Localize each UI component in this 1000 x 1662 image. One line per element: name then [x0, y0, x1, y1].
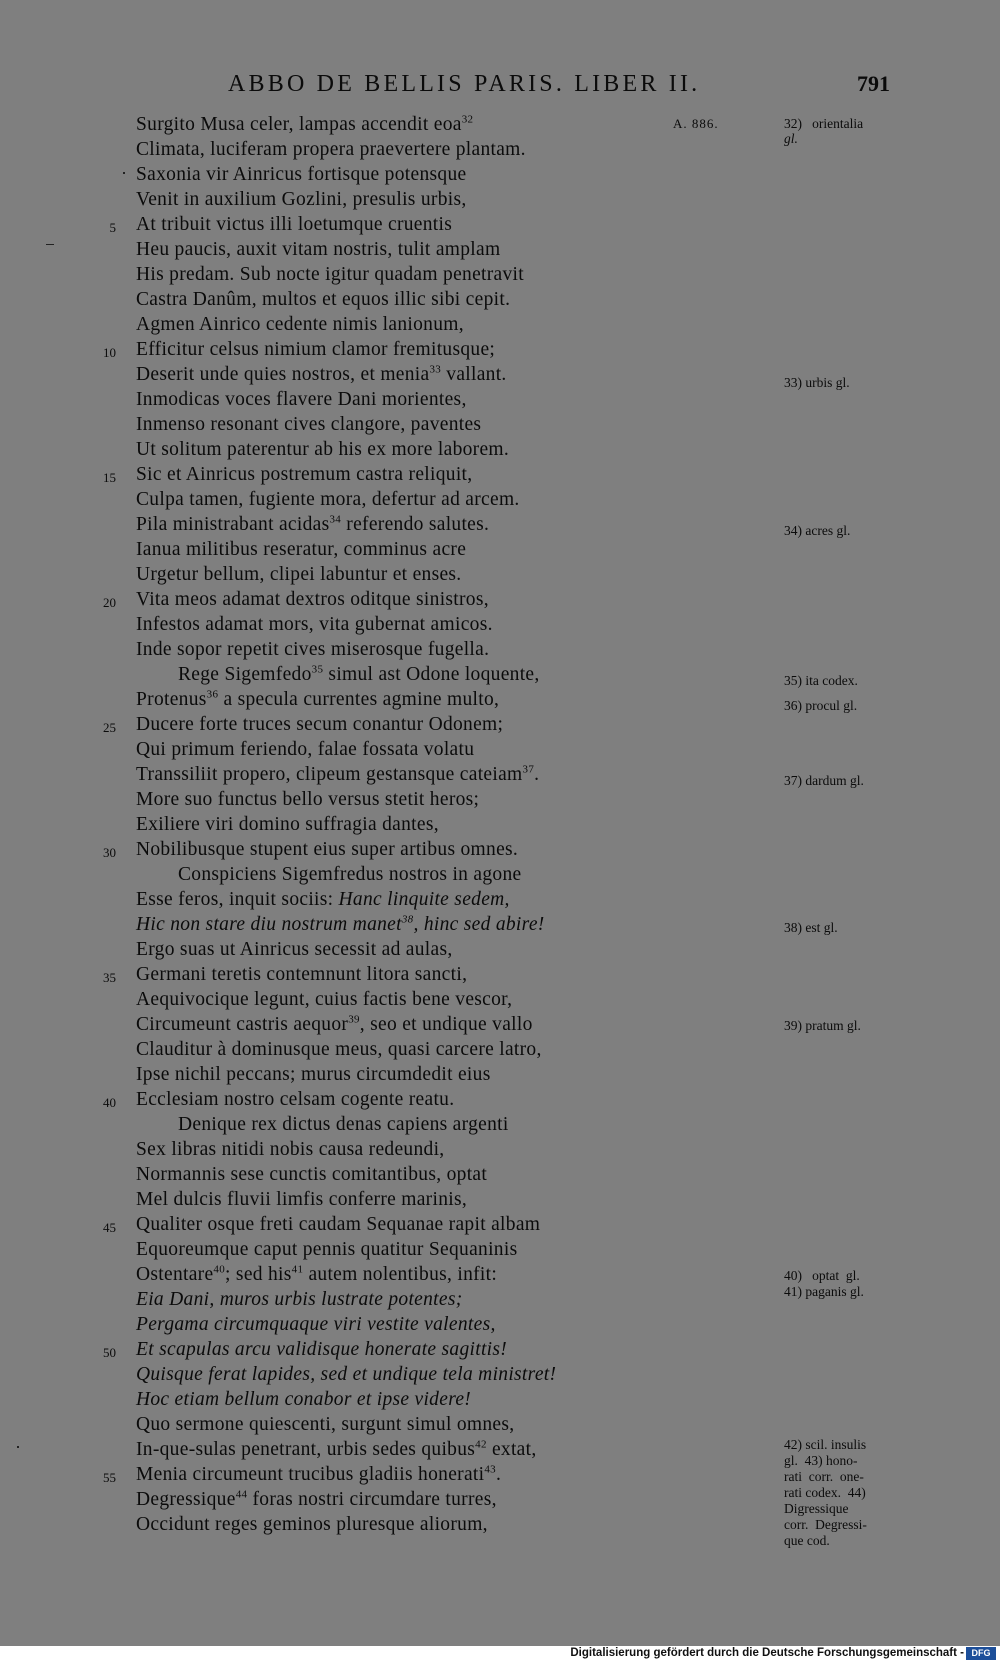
verse-line — [0, 989, 1000, 1014]
verse-text-main: Aequivocique legunt, cuius factis bene vescor, — [136, 989, 513, 1010]
verse-text — [136, 1389, 471, 1411]
scan-speck — [123, 172, 125, 174]
verse-text-main: Transsiliit propero, clipeum gestansque cateiam — [136, 764, 523, 785]
verse-text-main: Protenus — [136, 689, 207, 710]
verse-text-main: Sex libras nitidi nobis causa redeundi, — [136, 1139, 445, 1160]
verse-line — [0, 789, 1000, 814]
verse-line — [0, 564, 1000, 589]
footnote-42-line5: Digressique — [784, 1501, 849, 1516]
verse-line — [0, 1364, 1000, 1389]
verse-line — [0, 1239, 1000, 1264]
verse-text — [136, 964, 467, 986]
footnote-ref: 35 — [311, 663, 324, 676]
verse-text-main: Ostentare — [136, 1264, 214, 1285]
footnote-37: 37) dardum gl. — [784, 773, 864, 788]
verse-text — [136, 539, 466, 561]
verse-text-main: At tribuit victus illi loetumque cruentis — [136, 214, 453, 235]
verse-text-main: Qui primum feriendo, falae fossata volatu — [136, 739, 475, 760]
verse-line — [0, 839, 1000, 864]
verse-text-main: In-que-sulas penetrant, urbis sedes quibus — [136, 1439, 476, 1460]
verse-line — [0, 964, 1000, 989]
verse-text — [136, 489, 520, 511]
footnote-ref: 37 — [522, 763, 535, 776]
line-number: 20 — [103, 595, 116, 610]
verse-line — [0, 264, 1000, 289]
verse-text-main: Esse feros, inquit sociis: — [136, 889, 339, 910]
verse-text — [136, 939, 453, 961]
verse-text — [136, 364, 507, 386]
verse-italic-tail: Hanc linquite sedem, — [338, 889, 510, 910]
footnote-ref: 42 — [475, 1438, 487, 1451]
verse-text-main: Exiliere viri domino suffragia dantes, — [136, 814, 439, 835]
verse-text-main: Et scapulas arcu validisque honerate sagittis! — [136, 1339, 508, 1360]
verse-text-main: Agmen Ainrico cedente nimis lanionum, — [136, 314, 464, 335]
verse-text-after: referendo salutes. — [341, 514, 490, 535]
verse-text-main: Ipse nichil peccans; murus circumdedit eius — [136, 1064, 491, 1085]
verse-text — [136, 239, 500, 261]
verse-text-main: Germani teretis contemnunt litora sancti, — [136, 964, 468, 985]
verse-text-after: extat, — [486, 1439, 537, 1460]
footnote-ref: 32 — [461, 113, 474, 126]
verse-text-main: Culpa tamen, fugiente mora, defertur ad arcem. — [136, 489, 520, 510]
verse-line — [0, 214, 1000, 239]
footer-bar — [0, 1646, 1000, 1662]
verse-text-main: His predam. Sub nocte igitur quadam penetravit — [136, 264, 524, 285]
page-number: 791 — [857, 71, 890, 96]
verse-text — [178, 664, 540, 686]
verse-text — [136, 464, 472, 486]
verse-text-main: Qualiter osque freti caudam Sequanae rapit albam — [136, 1214, 541, 1235]
footnote-ref: 36 — [206, 688, 219, 701]
verse-text — [136, 1039, 542, 1061]
verse-text — [136, 589, 489, 611]
footnote-33: 33) urbis gl. — [784, 375, 850, 390]
verse-text-after: foras nostri circumdare turres, — [247, 1489, 497, 1510]
verse-text — [136, 1514, 488, 1536]
verse-text — [136, 439, 509, 461]
verse-text-main: Inde sopor repetit cives miserosque fugella. — [136, 639, 490, 660]
verse-line — [0, 339, 1000, 364]
verse-text-main: Denique rex dictus denas capiens argenti — [178, 1114, 509, 1135]
verse-text-main: Quo sermone quiescenti, surgunt simul omnes, — [136, 1414, 515, 1435]
verse-text — [136, 389, 467, 411]
verse-text — [136, 1264, 497, 1286]
verse-text-main: Deserit unde quies nostros, et menia — [136, 364, 430, 385]
verse-text-main: Vita meos adamat dextros oditque sinistros, — [136, 589, 489, 610]
verse-text — [136, 1089, 454, 1111]
verse-text — [136, 314, 464, 336]
verse-line — [0, 864, 1000, 889]
verse-text-main: Eia Dani, muros urbis lustrate potentes; — [136, 1289, 463, 1310]
verse-text-after: vallant. — [441, 364, 507, 385]
verse-text — [136, 514, 489, 536]
footnote-42-line2: gl. 43) hono- — [784, 1453, 858, 1468]
verse-text — [136, 614, 493, 636]
verse-text-main: Infestos adamat mors, vita gubernat amicos. — [136, 614, 493, 635]
verse-line — [0, 1114, 1000, 1139]
verse-text-main: Saxonia vir Ainricus fortisque potensque — [136, 164, 467, 185]
footnote-34: 34) acres gl. — [784, 523, 851, 538]
footer-credit: Digitalisierung gefördert durch die Deutsche Forschungsgemeinschaft - — [570, 1647, 964, 1659]
verse-text — [136, 1189, 467, 1211]
verse-text — [136, 164, 466, 186]
verse-text — [136, 214, 452, 236]
margin-year: A. 886. — [673, 116, 719, 131]
verse-text — [136, 1164, 487, 1186]
verse-text-main: Venit in auxilium Gozlini, presulis urbis, — [136, 189, 467, 210]
line-number: 30 — [103, 845, 116, 860]
verse-line — [0, 439, 1000, 464]
verse-text-main: Degressique — [136, 1489, 236, 1510]
verse-text-main: Urgetur bellum, clipei labuntur et enses. — [136, 564, 462, 585]
verse-text — [136, 914, 545, 936]
verse-text — [136, 139, 526, 161]
verse-text-after: ; sed his — [225, 1264, 292, 1285]
verse-text-after: simul ast Odone loquente, — [323, 664, 540, 685]
verse-text — [136, 714, 503, 736]
footnote-ref: 34 — [329, 513, 342, 526]
verse-text-main: Occidunt reges geminos pluresque aliorum, — [136, 1514, 488, 1535]
verse-line — [0, 489, 1000, 514]
verse-text-main: Nobilibusque stupent eius super artibus omnes. — [136, 839, 519, 860]
verse-text-main: Normannis sese cunctis comitantibus, optat — [136, 1164, 488, 1185]
verse-text — [136, 1364, 556, 1386]
verse-text-after: . — [495, 1464, 502, 1485]
verse-line — [0, 164, 1000, 189]
verse-text — [136, 1014, 533, 1036]
verse-text — [136, 264, 524, 286]
verse-text-main: Mel dulcis fluvii limfis conferre marinis, — [136, 1189, 468, 1210]
verse-line — [0, 714, 1000, 739]
verse-text-main: Sic et Ainricus postremum castra reliquit, — [136, 464, 473, 485]
verse-line — [0, 314, 1000, 339]
verse-text-main: Ergo suas ut Ainricus secessit ad aulas, — [136, 939, 453, 960]
running-header — [0, 71, 1000, 99]
verse-text-after: autem nolentibus, infit: — [303, 1264, 498, 1285]
verse-text-main: Ianua militibus reseratur, comminus acre — [136, 539, 467, 560]
verse-text-main: Equoreumque caput pennis quatitur Sequaninis — [136, 1239, 518, 1260]
verse-text — [136, 1339, 507, 1361]
verse-text — [136, 764, 539, 786]
line-number: 5 — [109, 220, 116, 235]
verse-text — [136, 839, 518, 861]
verse-line — [0, 914, 1000, 939]
verse-line — [0, 1139, 1000, 1164]
verse-text — [136, 114, 473, 136]
footnote-42-line4: rati codex. 44) — [784, 1485, 866, 1500]
footnote-32-gl: gl. — [784, 131, 798, 146]
verse-text-main: Ecclesiam nostro celsam cogente reatu. — [136, 1089, 455, 1110]
verse-text — [136, 289, 510, 311]
footnote-ref: 44 — [235, 1488, 248, 1501]
verse-text — [136, 564, 461, 586]
footnote-40: 40) optat gl. — [784, 1268, 860, 1283]
verse-text-after: , seo et undique vallo — [359, 1014, 533, 1035]
verse-text — [136, 1214, 540, 1236]
footnote-ref: 43 — [484, 1463, 496, 1476]
verse-line — [0, 539, 1000, 564]
verse-text — [178, 864, 521, 886]
verse-line — [0, 1039, 1000, 1064]
verse-line — [0, 739, 1000, 764]
verse-text-after: . — [534, 764, 540, 785]
verse-text-main: Inmenso resonant cives clangore, paventes — [136, 414, 482, 435]
verse-text — [136, 189, 467, 211]
header-title: ABBO DE BELLIS PARIS. LIBER II. — [228, 71, 701, 97]
line-number: 10 — [103, 345, 116, 360]
verse-text — [136, 814, 439, 836]
footnote-ref: 41 — [291, 1263, 304, 1276]
verse-line — [0, 1339, 1000, 1364]
verse-text-main: Ducere forte truces secum conantur Odonem; — [136, 714, 504, 735]
verse-text — [136, 1314, 496, 1336]
verse-line — [0, 1389, 1000, 1414]
verse-text-main: Climata, luciferam propera praevertere plantam. — [136, 139, 526, 160]
verse-line — [0, 1164, 1000, 1189]
verse-line — [0, 189, 1000, 214]
footnote-42-line3: rati corr. one- — [784, 1469, 864, 1484]
verse-text — [136, 414, 481, 436]
footnote-38: 38) est gl. — [784, 920, 838, 935]
line-number: 15 — [103, 470, 116, 485]
footnote-42-line6: corr. Degressi- — [784, 1517, 867, 1532]
verse-text — [136, 1289, 463, 1311]
verse-text — [136, 1464, 501, 1486]
verse-block — [0, 114, 1000, 1539]
verse-text — [136, 689, 499, 711]
verse-text — [136, 1064, 491, 1086]
line-number: 50 — [103, 1345, 116, 1360]
verse-text-main: Menia circumeunt trucibus gladiis honerati — [136, 1464, 485, 1485]
verse-line — [0, 1089, 1000, 1114]
verse-text-main: Pila ministrabant acidas — [136, 514, 330, 535]
dfg-logo-icon: DFG — [966, 1647, 996, 1660]
verse-line — [0, 639, 1000, 664]
verse-text-main: Conspiciens Sigemfredus nostros in agone — [178, 864, 522, 885]
line-number: 40 — [103, 1095, 116, 1110]
verse-text-main: Castra Danûm, multos et equos illic sibi cepit. — [136, 289, 511, 310]
verse-line — [0, 1064, 1000, 1089]
verse-text-main: Hoc etiam bellum conabor et ipse videre! — [136, 1389, 472, 1410]
verse-text-main: Circumeunt castris aequor — [136, 1014, 349, 1035]
verse-text-main: Inmodicas voces flavere Dani morientes, — [136, 389, 467, 410]
verse-text — [178, 1114, 509, 1136]
verse-text-main: Surgito Musa celer, lampas accendit eoa — [136, 114, 462, 135]
verse-text — [136, 1414, 514, 1436]
footnote-ref: 33 — [429, 363, 442, 376]
verse-text-main: Ut solitum paterentur ab his ex more laborem. — [136, 439, 510, 460]
verse-line — [0, 939, 1000, 964]
verse-text-main: Pergama circumquaque viri vestite valentes, — [136, 1314, 496, 1335]
footnote-39: 39) pratum gl. — [784, 1018, 861, 1033]
verse-line — [0, 1214, 1000, 1239]
verse-text-main: Clauditur à dominusque meus, quasi carcere latro, — [136, 1039, 542, 1060]
verse-line — [0, 889, 1000, 914]
verse-text-after: , hinc sed abire! — [413, 914, 545, 935]
verse-line — [0, 289, 1000, 314]
footnote-ref: 40 — [213, 1263, 226, 1276]
verse-text-after: a specula currentes agmine multo, — [218, 689, 500, 710]
verse-line — [0, 414, 1000, 439]
verse-text-main: Heu paucis, auxit vitam nostris, tulit amplam — [136, 239, 501, 260]
verse-text-main: Rege Sigemfedo — [178, 664, 312, 685]
verse-line — [0, 1314, 1000, 1339]
footnote-42-line1: 42) scil. insulis — [784, 1437, 867, 1452]
verse-text — [136, 739, 474, 761]
verse-line — [0, 589, 1000, 614]
verse-text — [136, 889, 510, 911]
verse-line — [0, 389, 1000, 414]
verse-line — [0, 139, 1000, 164]
scan-speck — [17, 1446, 19, 1448]
footnote-36: 36) procul gl. — [784, 698, 858, 713]
footnote-41: 41) paganis gl. — [784, 1284, 864, 1299]
verse-line — [0, 464, 1000, 489]
footnote-ref: 39 — [348, 1013, 360, 1026]
verse-line — [0, 814, 1000, 839]
line-number: 55 — [103, 1470, 116, 1485]
verse-text — [136, 1489, 497, 1511]
verse-text — [136, 989, 512, 1011]
verse-text — [136, 1139, 444, 1161]
line-number: 35 — [103, 970, 116, 985]
verse-text — [136, 1439, 537, 1461]
verse-text-main: Quisque ferat lapides, sed et undique tela ministret! — [136, 1364, 557, 1385]
verse-text-main: Hic non stare diu nostrum manet — [136, 914, 402, 935]
verse-line — [0, 1189, 1000, 1214]
verse-text-main: More suo functus bello versus stetit heros; — [136, 789, 480, 810]
footnote-32: 32) orientalia — [784, 116, 864, 131]
verse-text-main: Efficitur celsus nimium clamor fremitusque; — [136, 339, 496, 360]
footnote-ref: 38 — [401, 913, 414, 926]
verse-line — [0, 364, 1000, 389]
footnote-35: 35) ita codex. — [784, 673, 858, 688]
verse-line — [0, 614, 1000, 639]
verse-text — [136, 1239, 517, 1261]
verse-line — [0, 239, 1000, 264]
verse-text — [136, 789, 479, 811]
verse-text — [136, 639, 489, 661]
scan-speck — [46, 244, 54, 245]
footnote-42-line7: que cod. — [784, 1533, 830, 1548]
verse-text — [136, 339, 495, 361]
verse-line — [0, 1414, 1000, 1439]
line-number: 45 — [103, 1220, 116, 1235]
line-number: 25 — [103, 720, 116, 735]
